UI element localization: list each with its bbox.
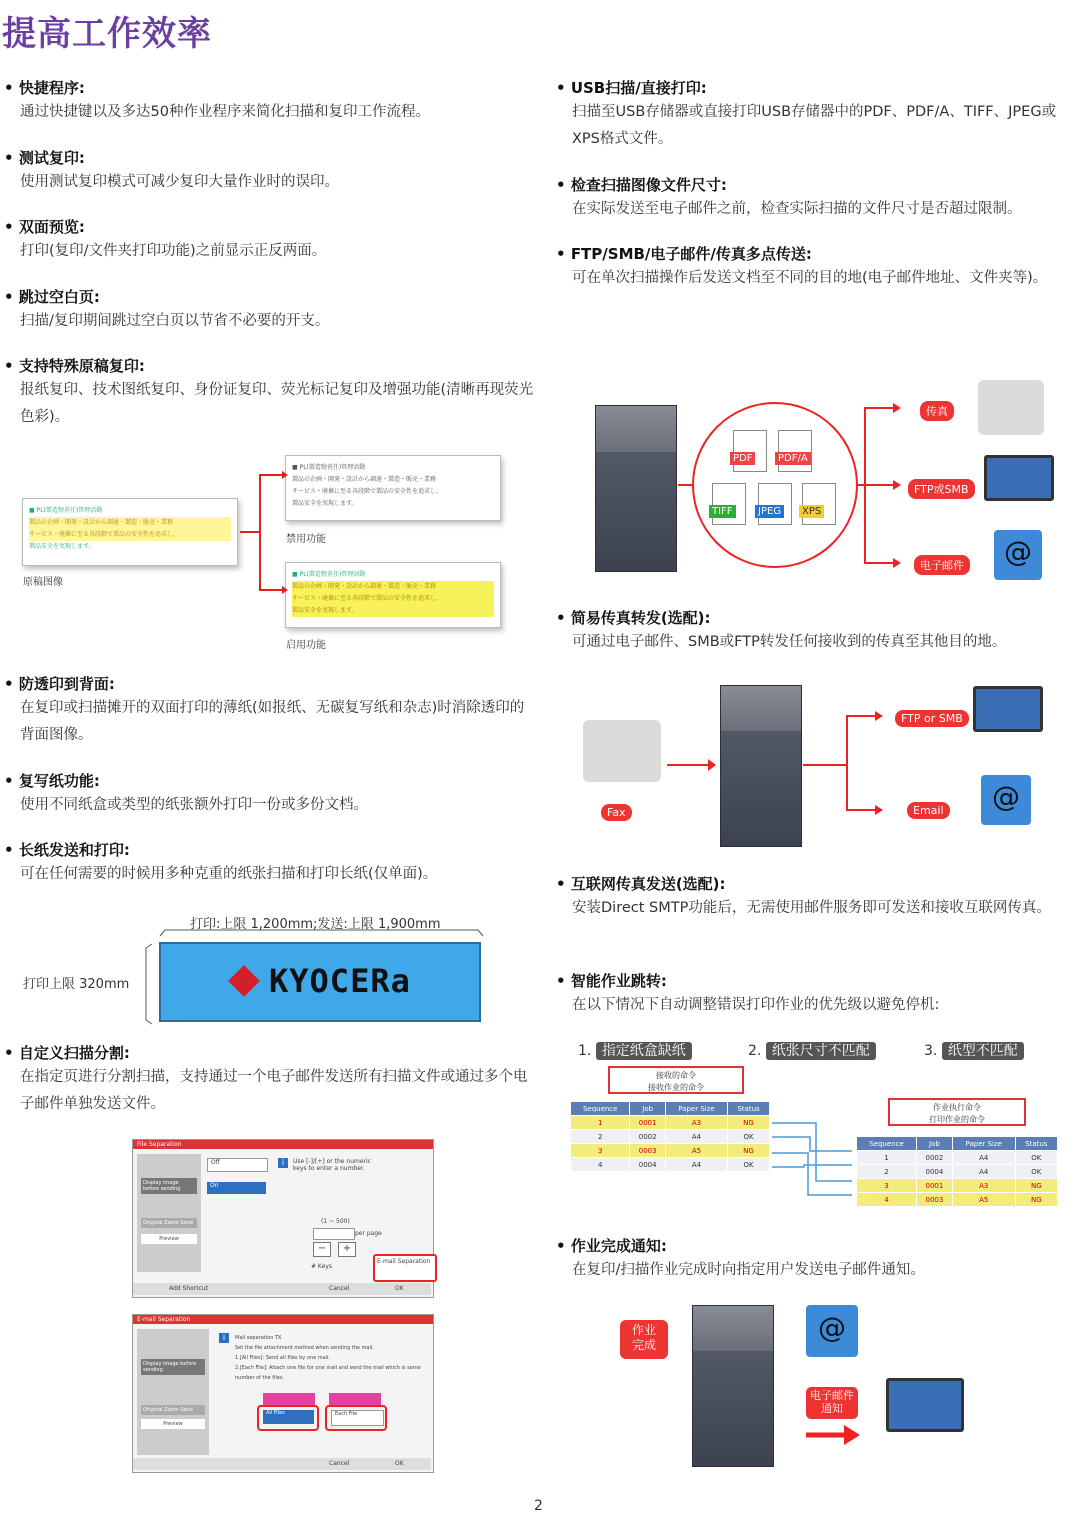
- received-table: [570, 1101, 770, 1172]
- section-job-notify: [556, 1235, 1071, 1284]
- email-tag: Email: [907, 802, 950, 819]
- notify-arrow: [804, 1422, 864, 1452]
- kyocera-logo-icon: [228, 965, 260, 997]
- section-heading: • 测试复印:: [4, 147, 534, 169]
- ok-button[interactable]: OK: [395, 1285, 404, 1292]
- cancel-button[interactable]: Cancel: [329, 1285, 350, 1292]
- col-header: Status: [1015, 1137, 1057, 1151]
- range-label: (1 ~ 500): [321, 1218, 350, 1225]
- col-header: Paper Size: [952, 1137, 1015, 1151]
- sidebar: [137, 1329, 209, 1455]
- tiff-file-icon: TIFF: [712, 483, 746, 525]
- fax-tag: Fax: [601, 804, 632, 821]
- section-heading: • 快捷程序:: [4, 77, 534, 99]
- on-option[interactable]: On: [207, 1182, 266, 1194]
- doc-line: 製品の企画・開発・設計から調達・製造・販売・業務: [29, 517, 231, 529]
- received-commands-label: [608, 1066, 744, 1094]
- label-line: 接收的命令: [656, 1071, 696, 1080]
- section-usb-scan: [556, 77, 1071, 153]
- table-row: 4 0003 A5 NG: [857, 1193, 1058, 1207]
- email-separation-button[interactable]: E-mail Separation: [373, 1254, 437, 1282]
- hint-text: [235, 1333, 425, 1383]
- fax-tag: 传真: [920, 401, 954, 421]
- section-body: 可通过电子邮件、SMB或FTP转发任何接收到的传真至其他目的地。: [572, 634, 1007, 650]
- laptop-icon: [973, 686, 1043, 732]
- label-line: 接收作业的命令: [648, 1083, 704, 1092]
- laptop-icon: [984, 455, 1054, 501]
- col-header: Job: [630, 1102, 666, 1116]
- doc-line: 製品安全を実現します。: [292, 605, 494, 617]
- section-body: 扫描/复印期间跳过空白页以节省不必要的开支。: [20, 313, 330, 329]
- hint-line: Set the file attachment method when sending the mail.: [235, 1345, 374, 1351]
- doc-line: サービス・廃棄に至る各段階で製品の安全性を追求し、: [29, 529, 231, 541]
- ok-button[interactable]: OK: [395, 1460, 404, 1467]
- doc-line: 製品安全を実現します。: [292, 500, 358, 507]
- doc-line: ■ PL(製造物責任)管理活動: [292, 571, 366, 578]
- section-body: 在复印/扫描作业完成时向指定用户发送电子邮件通知。: [572, 1262, 925, 1278]
- section-custom-scan-split: [4, 1042, 534, 1118]
- section-quick-program: [4, 77, 534, 126]
- long-paper-top-label: 打印:上限 1,200mm;发送:上限 1,900mm: [190, 917, 441, 932]
- section-body: 通过快捷键以及多达50种作业程序来简化扫描和复印工作流程。: [20, 104, 430, 120]
- section-duplex-preview: [4, 216, 534, 265]
- doc-line: ■ PL(製造物責任)管理活動: [292, 464, 366, 471]
- panel-title: E-mail Separation: [133, 1315, 433, 1324]
- per-page-label: per page: [355, 1230, 382, 1237]
- all-files-outline: [257, 1405, 319, 1431]
- section-body: 在复印或扫描摊开的双面打印的薄纸(如报纸、无碳复写纸和杂志)时消除透印的背面图像。: [20, 700, 525, 743]
- email-tag: 电子邮件: [914, 555, 970, 575]
- section-body: 报纸复印、技术图纸复印、身份证复印、荧光标记复印及增强功能(清晰再现荧光色彩)。: [20, 382, 534, 425]
- long-paper-figure: [20, 908, 490, 1028]
- minus-button[interactable]: −: [313, 1242, 331, 1257]
- all-files-button[interactable]: All Files: [263, 1410, 314, 1424]
- long-paper-sheet: [159, 942, 481, 1022]
- col-header: Status: [728, 1102, 770, 1116]
- section-body: 在指定页进行分割扫描，支持通过一个电子邮件发送所有扫描文件或通过多个电子邮件单独发送文件。: [20, 1069, 528, 1112]
- panel-footer: [133, 1458, 431, 1470]
- section-body: 可在单次扫描操作后发送文档至不同的目的地(电子邮件地址、文件夹等)。: [572, 270, 1048, 286]
- each-file-tab: [329, 1393, 381, 1405]
- email-icon: @: [806, 1305, 858, 1357]
- hint-text: Use [-]/[+] or the numeric keys to enter a number.: [293, 1158, 371, 1172]
- section-body: 在以下情况下自动调整错误打印作业的优先级以避免停机:: [572, 997, 940, 1013]
- ftp-smb-tag: FTP或SMB: [908, 479, 975, 499]
- each-file-outline: [325, 1405, 387, 1431]
- section-body: 在实际发送至电子邮件之前，检查实际扫描的文件尺寸是否超过限制。: [572, 201, 1022, 217]
- section-body: 打印(复印/文件夹打印功能)之前显示正反两面。: [20, 243, 327, 259]
- doc-line: 製品の企画・開発・設計から調達・製造・販売・業務: [292, 581, 494, 593]
- section-body: 安装Direct SMTP功能后，无需使用邮件服务即可发送和接收互联网传真。: [572, 900, 1051, 916]
- section-carbon-copy: [4, 770, 534, 819]
- enabled-caption: 启用功能: [286, 640, 326, 651]
- doc-line: サービス・廃棄に至る各段階で製品の安全性を追求し、: [292, 488, 443, 495]
- hint-line: 1.[All Files]: Send all files by one mail.: [235, 1355, 331, 1361]
- panel-footer: [133, 1283, 431, 1295]
- section-heading: • FTP/SMB/电子邮件/传真多点传送:: [556, 243, 1071, 265]
- section-bleed-through: [4, 673, 534, 749]
- section-heading: • 自定义扫描分割:: [4, 1042, 534, 1064]
- section-heading: • 简易传真转发(选配):: [556, 607, 1071, 629]
- page-title: 提高工作效率: [2, 14, 212, 54]
- table-row: 2 0004 A4 OK: [857, 1165, 1058, 1179]
- cancel-button[interactable]: Cancel: [329, 1460, 350, 1467]
- table-row: 4 0004 A4 OK: [571, 1158, 770, 1172]
- plus-button[interactable]: +: [338, 1242, 356, 1257]
- email-icon: @: [981, 775, 1031, 825]
- all-files-tab: [263, 1393, 315, 1405]
- doc-line: サービス・廃棄に至る各段階で製品の安全性を追求し、: [292, 593, 494, 605]
- keys-label: # Keys: [311, 1263, 332, 1270]
- sidebar-item[interactable]: Original Zoom Send: [141, 1405, 205, 1415]
- add-shortcut-button[interactable]: Add Shortcut: [169, 1285, 209, 1292]
- label-line: 打印作业的命令: [929, 1115, 985, 1124]
- section-body: 可在任何需要的时候用多种克重的纸张扫描和打印长纸(仅单面)。: [20, 866, 438, 882]
- section-heading: • 作业完成通知:: [556, 1235, 1071, 1257]
- section-body: 扫描至USB存储器或直接打印USB存储器中的PDF、PDF/A、TIFF、JPEG或XPS格式文件。: [572, 104, 1057, 147]
- col-header: Sequence: [857, 1137, 917, 1151]
- panel-title: File Separation: [133, 1140, 433, 1149]
- table-row: 3 0001 A3 NG: [857, 1179, 1058, 1193]
- jpeg-file-icon: JPEG: [758, 483, 792, 525]
- section-long-paper: [4, 839, 534, 888]
- error-2: 2. 纸张尺寸不匹配: [748, 1040, 876, 1060]
- section-multi-send: [556, 243, 1071, 292]
- section-body: 使用测试复印模式可减少复印大量作业时的误印。: [20, 174, 339, 190]
- job-done-tag: 作业 完成: [620, 1320, 668, 1359]
- label-line: 作业执行命令: [933, 1103, 981, 1112]
- fax-forward-figure: [575, 680, 1065, 850]
- col-header: Paper Size: [665, 1102, 727, 1116]
- printer-icon: [692, 1305, 774, 1467]
- executed-commands-label: [888, 1098, 1026, 1126]
- email-icon: @: [994, 530, 1042, 580]
- doc-line: 製品の企画・開発・設計から調達・製造・販売・業務: [292, 476, 437, 483]
- fax-machine-icon: [978, 380, 1044, 435]
- sidebar: [137, 1154, 201, 1272]
- section-heading: • 复写纸功能:: [4, 770, 534, 792]
- section-heading: • 支持特殊原稿复印:: [4, 355, 534, 377]
- sidebar-item[interactable]: Display image before sending: [141, 1359, 205, 1375]
- reorder-arrows: [770, 1115, 860, 1205]
- preview-button[interactable]: Preview: [141, 1234, 197, 1244]
- laptop-icon: [886, 1378, 964, 1432]
- original-caption: 原稿图像: [23, 577, 63, 588]
- file-separation-panel: [132, 1139, 434, 1298]
- section-job-skip: [556, 970, 1071, 1019]
- section-heading: • 互联网传真发送(选配):: [556, 873, 1071, 895]
- kyocera-logo-text: KYOCERa: [269, 962, 411, 1000]
- info-icon: i: [278, 1158, 288, 1168]
- sidebar-item[interactable]: Display image before sending: [141, 1178, 197, 1194]
- doc-line: ■ PL(製造物責任)管理活動: [29, 507, 103, 514]
- multi-send-figure: [590, 375, 1060, 590]
- section-internet-fax: [556, 873, 1071, 922]
- email-notify-tag: 电子邮件 通知: [806, 1387, 858, 1419]
- section-heading: • USB扫描/直接打印:: [556, 77, 1071, 99]
- number-input[interactable]: [313, 1228, 355, 1240]
- xps-file-icon: XPS: [802, 483, 836, 525]
- section-test-copy: [4, 147, 534, 196]
- col-header: Sequence: [571, 1102, 630, 1116]
- section-special-original: [4, 355, 534, 431]
- section-heading: • 长纸发送和打印:: [4, 839, 534, 861]
- section-heading: • 智能作业跳转:: [556, 970, 1071, 992]
- page-number: 2: [534, 1498, 543, 1514]
- highlight-copy-figure: [20, 450, 520, 650]
- section-heading: • 跳过空白页:: [4, 286, 534, 308]
- section-fax-forward: [556, 607, 1071, 656]
- pdf-file-icon: PDF: [733, 430, 767, 472]
- section-heading: • 检查扫描图像文件尺寸:: [556, 174, 1071, 196]
- disabled-caption: 禁用功能: [286, 534, 326, 545]
- pdfa-file-icon: PDF/A: [778, 430, 812, 472]
- long-paper-side-label: 打印上限 320mm: [23, 977, 130, 992]
- hint-line: Mail separation TX: [235, 1335, 282, 1341]
- section-check-size: [556, 174, 1071, 223]
- section-skip-blank: [4, 286, 534, 335]
- highlight-arrows: [20, 450, 520, 650]
- table-row: 3 0003 A5 NG: [571, 1144, 770, 1158]
- preview-button[interactable]: Preview: [141, 1419, 205, 1429]
- table-row: 1 0001 A3 NG: [571, 1116, 770, 1130]
- ftp-smb-tag: FTP or SMB: [895, 710, 969, 727]
- executed-table: [856, 1136, 1058, 1207]
- error-1: 1. 指定纸盒缺纸: [578, 1040, 692, 1060]
- doc-line: 製品安全を実現します。: [29, 543, 95, 550]
- info-icon: i: [219, 1333, 229, 1343]
- each-file-button[interactable]: Each File: [331, 1410, 384, 1426]
- sidebar-item[interactable]: Original Zoom Send: [141, 1218, 197, 1228]
- table-row: 2 0002 A4 OK: [571, 1130, 770, 1144]
- error-3: 3. 纸型不匹配: [924, 1040, 1024, 1060]
- col-header: Job: [917, 1137, 953, 1151]
- section-heading: • 双面预览:: [4, 216, 534, 238]
- section-heading: • 防透印到背面:: [4, 673, 534, 695]
- email-separation-panel: [132, 1314, 434, 1473]
- hint-line: 2.[Each File]: Attach one file for one mail and send the mail which is same number of the files.: [235, 1365, 421, 1381]
- table-row: 1 0002 A4 OK: [857, 1151, 1058, 1165]
- section-body: 使用不同纸盒或类型的纸张额外打印一份或多份文档。: [20, 797, 368, 813]
- off-option[interactable]: Off: [207, 1158, 268, 1172]
